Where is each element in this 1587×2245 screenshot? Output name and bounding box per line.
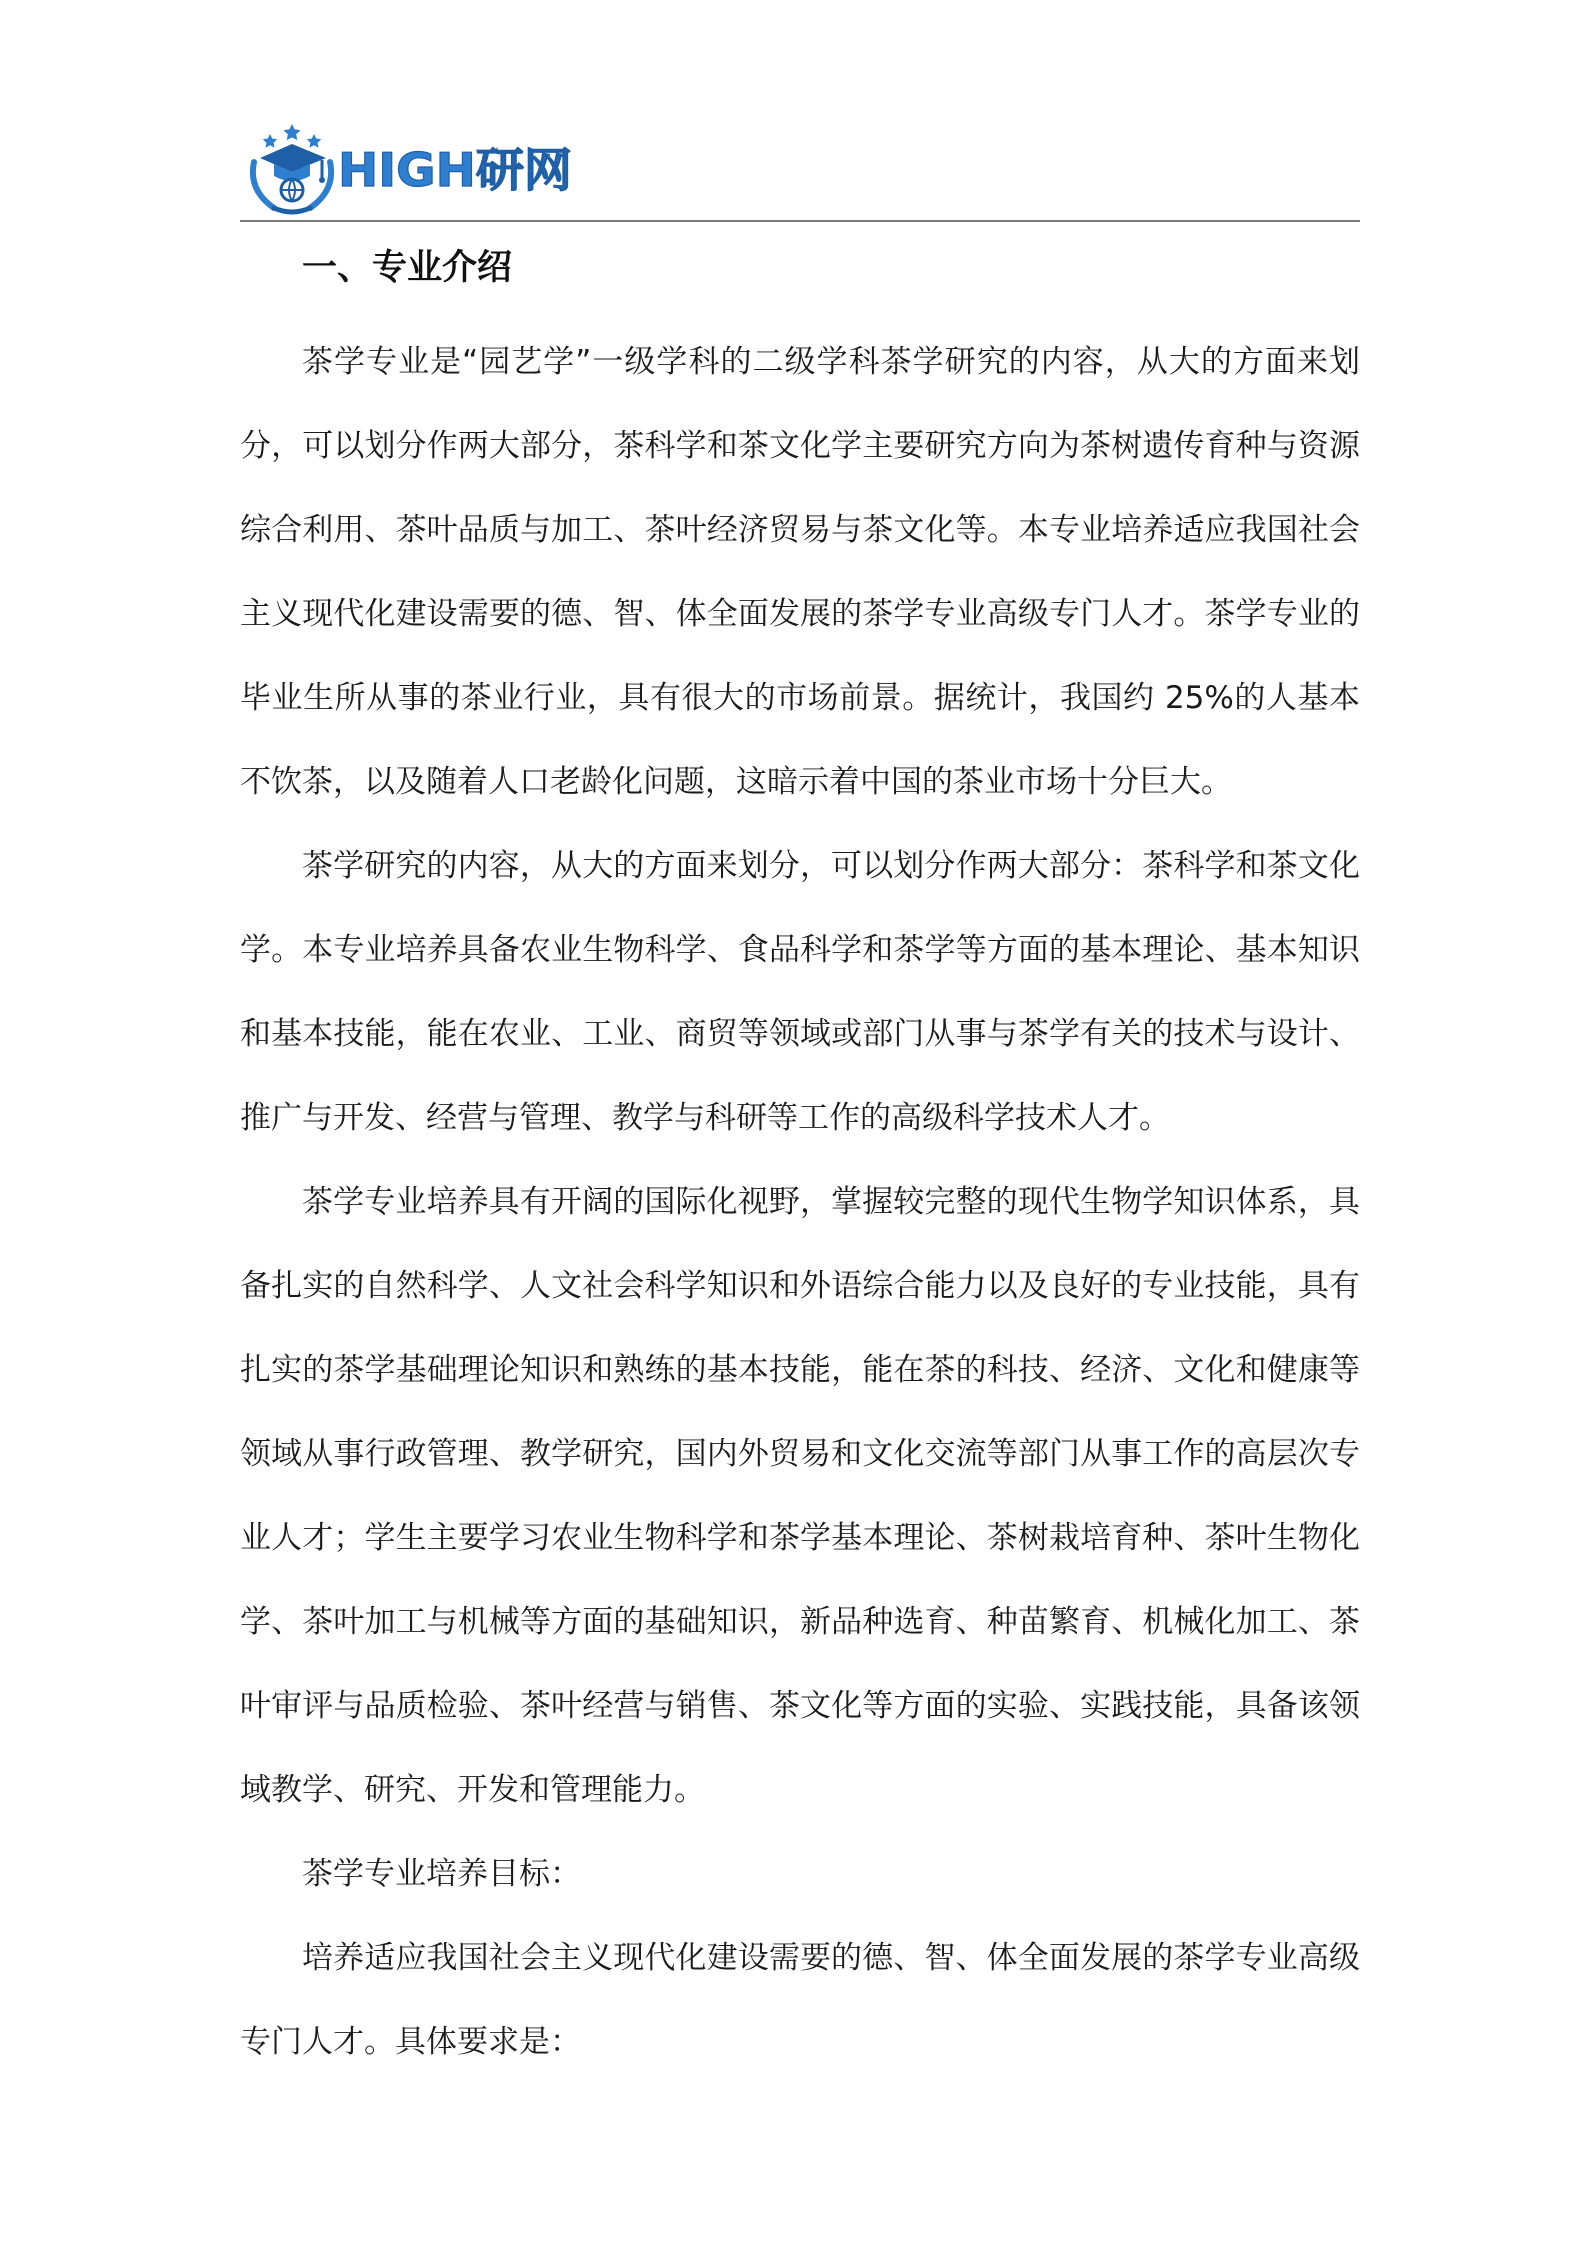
section-title: 一、专业介绍: [302, 248, 513, 288]
high-yan-wang-logo: [240, 118, 570, 218]
paragraph-intro: 茶学专业是“园艺学”一级学科的二级学科茶学研究的内容，从大的方面来划分，可以划分作两大部分，茶科学和茶文化学主要研究方向为茶树遗传育种与资源综合利用、茶叶品质与加工、茶叶经济贸易与茶文化等。本专业培养适应我国社会主义现代化建设需要的德、智、体全面发展的茶学专业高级专门人才。茶学专业的毕业生所从事的茶业行业，具有很大的市场前景。据统计，我国约 25%的人基本不饮茶，以及随着人口老龄化问题，这暗示着中国的茶业市场十分巨大。: [240, 344, 1360, 800]
paragraph-research-content: 茶学研究的内容，从大的方面来划分，可以划分作两大部分：茶科学和茶文化学。本专业培养具备农业生物科学、食品科学和茶学等方面的基本理论、基本知识和基本技能，能在农业、工业、商贸等领域或部门从事与茶学有关的技术与设计、推广与开发、经营与管理、教学与科研等工作的高级科学技术人才。: [240, 848, 1360, 1136]
page-header: [240, 118, 1360, 222]
paragraph-goals-requirements: 培养适应我国社会主义现代化建设需要的德、智、体全面发展的茶学专业高级专门人才。具体要求是：: [240, 1940, 1360, 2060]
logo-text: HIGH研网: [338, 143, 572, 197]
header-divider: [240, 220, 1360, 222]
logo-wordmark: [336, 136, 576, 198]
paragraph-goals-heading: 茶学专业培养目标：: [302, 1856, 581, 1892]
paragraph-training-profile: 茶学专业培养具有开阔的国际化视野，掌握较完整的现代生物学知识体系，具备扎实的自然科学、人文社会科学知识和外语综合能力以及良好的专业技能，具有扎实的茶学基础理论知识和熟练的基本技能，能在茶的科技、经济、文化和健康等领域从事行政管理、教学研究，国内外贸易和文化交流等部门从事工作的高层次专业人才；学生主要学习农业生物科学和茶学基本理论、茶树栽培育种、茶叶生物化学、茶叶加工与机械等方面的基础知识，新品种选育、种苗繁育、机械化加工、茶叶审评与品质检验、茶叶经营与销售、茶文化等方面的实验、实践技能，具备该领域教学、研究、开发和管理能力。: [240, 1184, 1360, 1808]
graduation-cap-emblem-icon: [240, 118, 344, 218]
document-body: [240, 238, 1360, 2084]
